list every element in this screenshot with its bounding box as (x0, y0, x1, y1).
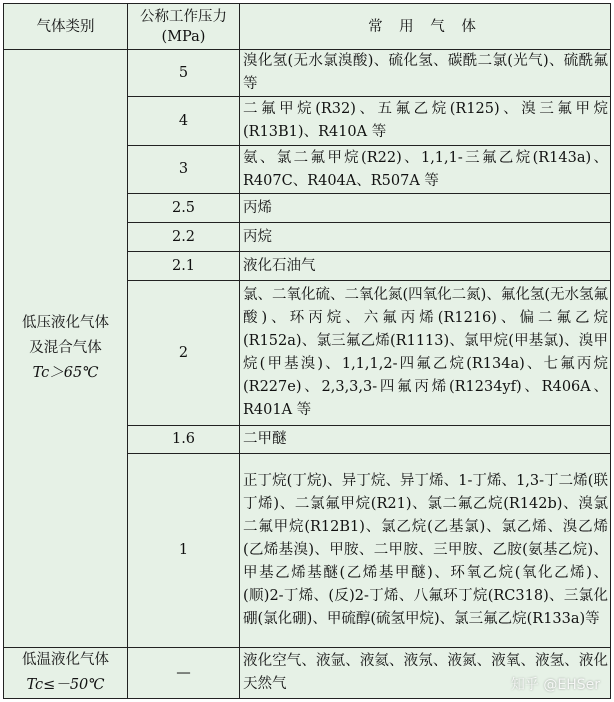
header-category: 气体类别 (4, 4, 128, 50)
gases-cell: 氯、二氧化硫、二氧化氮(四氧化二氮)、氟化氢(无水氢氟酸)、环丙烷、六氟丙烯(R1216)、偏二氟乙烷(R152a)、氯三氟乙烯(R1113)、氯甲烷(甲基氯)、溴甲烷(甲基溴)、1,1,1,2-四氟乙烷(R134a)、七氟丙烷(R227e)、2,3,3,3-四氟丙烯(R1234yf)、R406A、R401A 等 (240, 281, 611, 426)
header-pressure-line1: 公称工作压力 (140, 8, 227, 25)
category-line: 低温液化气体 (22, 652, 109, 668)
pressure-cell: 4 (128, 97, 240, 146)
pressure-cell: 2.1 (128, 252, 240, 281)
pressure-cell: — (128, 648, 240, 699)
gases-cell: 溴化氢(无水氯溴酸)、硫化氢、碳酰二氯(光气)、硫酰氟等 (240, 50, 611, 97)
pressure-cell: 1.6 (128, 426, 240, 454)
table-row (4, 50, 611, 97)
header-row (4, 4, 611, 50)
pressure-cell: 3 (128, 146, 240, 194)
pressure-cell: 1 (128, 454, 240, 648)
pressure-cell: 2 (128, 281, 240, 426)
category-line: 低压液化气体 (22, 315, 109, 331)
header-pressure (128, 4, 240, 50)
gases-cell: 液化石油气 (240, 252, 611, 281)
pressure-cell: 2.5 (128, 194, 240, 223)
gases-cell: 二甲醚 (240, 426, 611, 454)
category-line: Tc＞65℃ (32, 365, 99, 381)
header-gases: 常 用 气 体 (240, 4, 611, 50)
watermark: 知乎 @EHSer (510, 677, 600, 693)
pressure-cell: 5 (128, 50, 240, 97)
gas-table (3, 3, 611, 699)
gases-cell: 氨、氯二氟甲烷(R22)、1,1,1-三氟乙烷(R143a)、R407C、R404A、R507A 等 (240, 146, 611, 194)
gases-cell: 正丁烷(丁烷)、异丁烷、异丁烯、1-丁烯、1,3-丁二烯(联丁烯)、二氯氟甲烷(R21)、氯二氟乙烷(R142b)、溴氯二氟甲烷(R12B1)、氯乙烷(乙基氯)、氯乙烯、溴乙烯(乙烯基溴)、甲胺、二甲胺、三甲胺、乙胺(氨基乙烷)、甲基乙烯基醚(乙烯基甲醚)、环氧乙烷(氧化乙烯)、(顺)2-丁烯、(反)2-丁烯、八氟环丁烷(RC318)、三氯化硼(氯化硼)、甲硫醇(硫氢甲烷)、氯三氟乙烷(R133a)等 (240, 454, 611, 648)
gases-cell: 二氟甲烷(R32)、五氟乙烷(R125)、溴三氟甲烷(R13B1)、R410A 等 (240, 97, 611, 146)
category-low-pressure (4, 50, 128, 648)
category-low-temperature (4, 648, 128, 699)
category-line: Tc≤－50℃ (26, 677, 105, 693)
gases-cell: 丙烯 (240, 194, 611, 223)
pressure-cell: 2.2 (128, 223, 240, 252)
category-line: 及混合气体 (29, 340, 102, 356)
gases-cell: 液化空气、液氩、液氦、液氖、液氮、液氧、液氢、液化天然气 (240, 648, 611, 699)
gases-cell: 丙烷 (240, 223, 611, 252)
header-pressure-line2: (MPa) (161, 28, 206, 45)
